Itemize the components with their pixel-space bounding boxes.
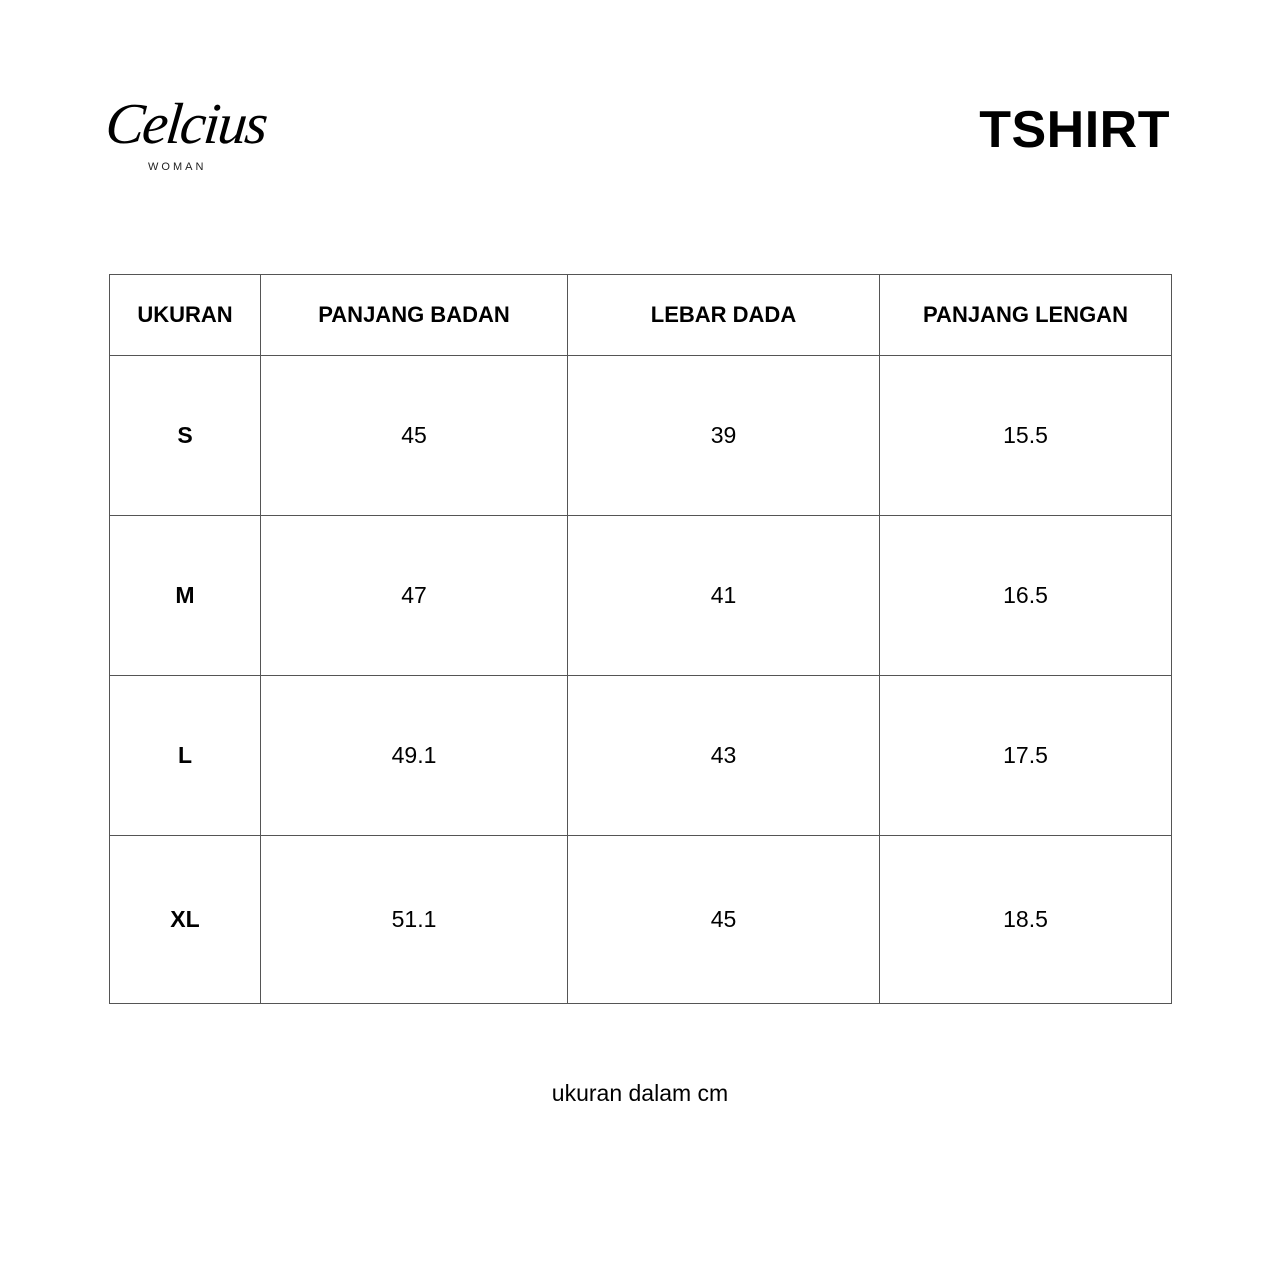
size-label: M: [110, 516, 261, 676]
table-row: [110, 516, 1172, 676]
lebar-dada-value: 39: [568, 356, 880, 516]
lebar-dada-value: 41: [568, 516, 880, 676]
panjang-lengan-value: 15.5: [880, 356, 1172, 516]
table-row: [110, 356, 1172, 516]
brand-logo: [102, 91, 270, 182]
size-label: L: [110, 676, 261, 836]
table-header-row: [110, 275, 1172, 356]
brand-name: Celcius: [102, 91, 270, 156]
table-row: [110, 836, 1172, 1004]
header-panjang-badan: PANJANG BADAN: [261, 275, 568, 356]
panjang-badan-value: 51.1: [261, 836, 568, 1004]
panjang-lengan-value: 17.5: [880, 676, 1172, 836]
panjang-badan-value: 49.1: [261, 676, 568, 836]
panjang-badan-value: 47: [261, 516, 568, 676]
panjang-lengan-value: 16.5: [880, 516, 1172, 676]
size-chart-table: [109, 274, 1172, 1004]
header-panjang-lengan: PANJANG LENGAN: [880, 275, 1172, 356]
lebar-dada-value: 45: [568, 836, 880, 1004]
unit-note: ukuran dalam cm: [551, 1080, 729, 1106]
lebar-dada-value: 43: [568, 676, 880, 836]
table-row: [110, 676, 1172, 836]
brand-subtitle: WOMAN: [148, 161, 207, 173]
header-ukuran: UKURAN: [110, 275, 261, 356]
panjang-lengan-value: 18.5: [880, 836, 1172, 1004]
header-lebar-dada: LEBAR DADA: [568, 275, 880, 356]
size-label: XL: [110, 836, 261, 1004]
page-title: TSHIRT: [979, 101, 1170, 159]
panjang-badan-value: 45: [261, 356, 568, 516]
size-label: S: [110, 356, 261, 516]
